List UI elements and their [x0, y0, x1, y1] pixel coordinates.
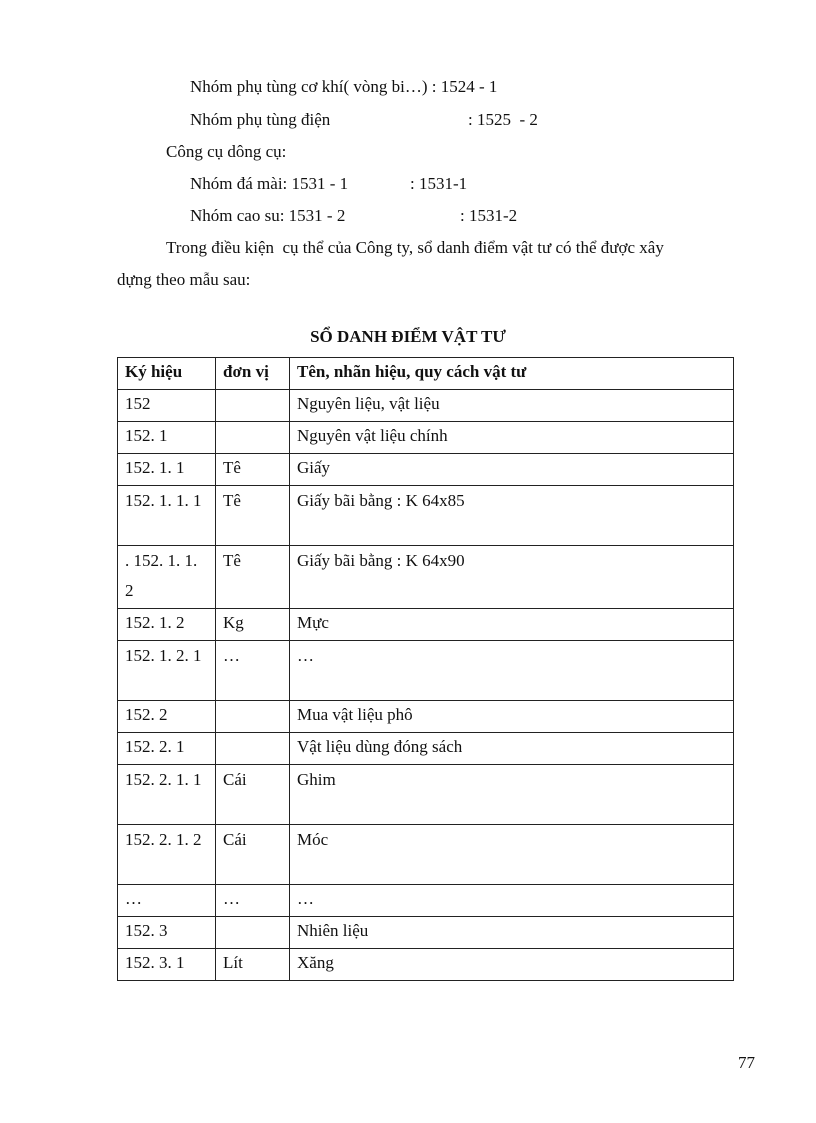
cell-name: Nhiên liệu [290, 917, 734, 949]
cell-code: 152. 2. 1 [118, 733, 216, 765]
cell-name: Vật liệu dùng đóng sách [290, 733, 734, 765]
cell-unit [216, 701, 290, 733]
cell-code: 152. 2. 1. 2 [118, 825, 216, 885]
cell-unit: Kg [216, 609, 290, 641]
paragraph-6 [166, 237, 664, 259]
cell-name: Mua vật liệu phô [290, 701, 734, 733]
cell-name: Nguyên liệu, vật liệu [290, 390, 734, 422]
cell-code: … [118, 885, 216, 917]
paragraph-4 [190, 173, 467, 195]
materials-table [117, 357, 734, 981]
table-row [118, 701, 734, 733]
table-row [118, 733, 734, 765]
cell-name: Giấy [290, 454, 734, 486]
paragraph-5 [190, 205, 517, 227]
paragraph-4-code: : 1531-1 [410, 174, 468, 193]
paragraph-1-text: Nhóm phụ tùng cơ khí( vòng bi…) : 1524 - 1 [190, 77, 498, 96]
cell-name: Mực [290, 609, 734, 641]
header-name: Tên, nhãn hiệu, quy cách vật tư [290, 358, 734, 390]
cell-unit [216, 390, 290, 422]
table-row [118, 454, 734, 486]
cell-code: 152 [118, 390, 216, 422]
paragraph-2-code: : 1525 - 2 [468, 110, 538, 129]
cell-unit: Tê [216, 454, 290, 486]
table-row [118, 486, 734, 546]
table-row [118, 949, 734, 981]
cell-name: Giấy bãi bằng : K 64x85 [290, 486, 734, 546]
header-unit: đơn vị [216, 358, 290, 390]
cell-unit: Cái [216, 825, 290, 885]
table-row [118, 825, 734, 885]
cell-code: 152. 1. 2. 1 [118, 641, 216, 701]
cell-name: Móc [290, 825, 734, 885]
paragraph-3 [166, 141, 286, 163]
table-row [118, 609, 734, 641]
cell-code: . 152. 1. 1. 2 [118, 546, 216, 609]
paragraph-2 [190, 109, 538, 131]
cell-unit [216, 422, 290, 454]
cell-code: 152. 2 [118, 701, 216, 733]
cell-code: 152. 3 [118, 917, 216, 949]
cell-unit: Tê [216, 546, 290, 609]
table-row [118, 422, 734, 454]
cell-name: … [290, 641, 734, 701]
cell-code: 152. 3. 1 [118, 949, 216, 981]
table-row [118, 765, 734, 825]
table-row [118, 885, 734, 917]
table-row [118, 390, 734, 422]
paragraph-3-text: Công cụ dông cụ: [166, 142, 287, 161]
cell-unit: … [216, 885, 290, 917]
paragraph-6-text: Trong điều kiện cụ thể của Công ty, sổ danh điểm vật tư có thể được xây [166, 238, 664, 257]
cell-unit: … [216, 641, 290, 701]
cell-unit [216, 733, 290, 765]
cell-code: 152. 1. 2 [118, 609, 216, 641]
cell-unit: Tê [216, 486, 290, 546]
cell-name: Nguyên vật liệu chính [290, 422, 734, 454]
paragraph-5-code: : 1531-2 [460, 206, 518, 225]
paragraph-1 [190, 76, 497, 98]
cell-name: Giấy bãi bằng : K 64x90 [290, 546, 734, 609]
cell-name: Ghim [290, 765, 734, 825]
paragraph-5-text: Nhóm cao su: 1531 - 2 [190, 206, 346, 225]
cell-code: 152. 1. 1. 1 [118, 486, 216, 546]
cell-unit: Cái [216, 765, 290, 825]
table-row [118, 641, 734, 701]
paragraph-7 [117, 269, 250, 291]
cell-code: 152. 1. 1 [118, 454, 216, 486]
cell-code: 152. 1 [118, 422, 216, 454]
page-number: 77 [738, 1053, 755, 1072]
paragraph-4-text: Nhóm đá mài: 1531 - 1 [190, 174, 349, 193]
cell-code: 152. 2. 1. 1 [118, 765, 216, 825]
table-header-row [118, 358, 734, 390]
table-row [118, 917, 734, 949]
cell-unit [216, 917, 290, 949]
table-title: SỔ DANH ĐIỂM VẬT TƯ [310, 327, 506, 346]
paragraph-2-text: Nhóm phụ tùng điện [190, 110, 331, 129]
cell-name: … [290, 885, 734, 917]
header-code: Ký hiệu [118, 358, 216, 390]
paragraph-7-text: dựng theo mẫu sau: [117, 270, 251, 289]
cell-name: Xăng [290, 949, 734, 981]
table-row [118, 546, 734, 609]
cell-unit: Lít [216, 949, 290, 981]
